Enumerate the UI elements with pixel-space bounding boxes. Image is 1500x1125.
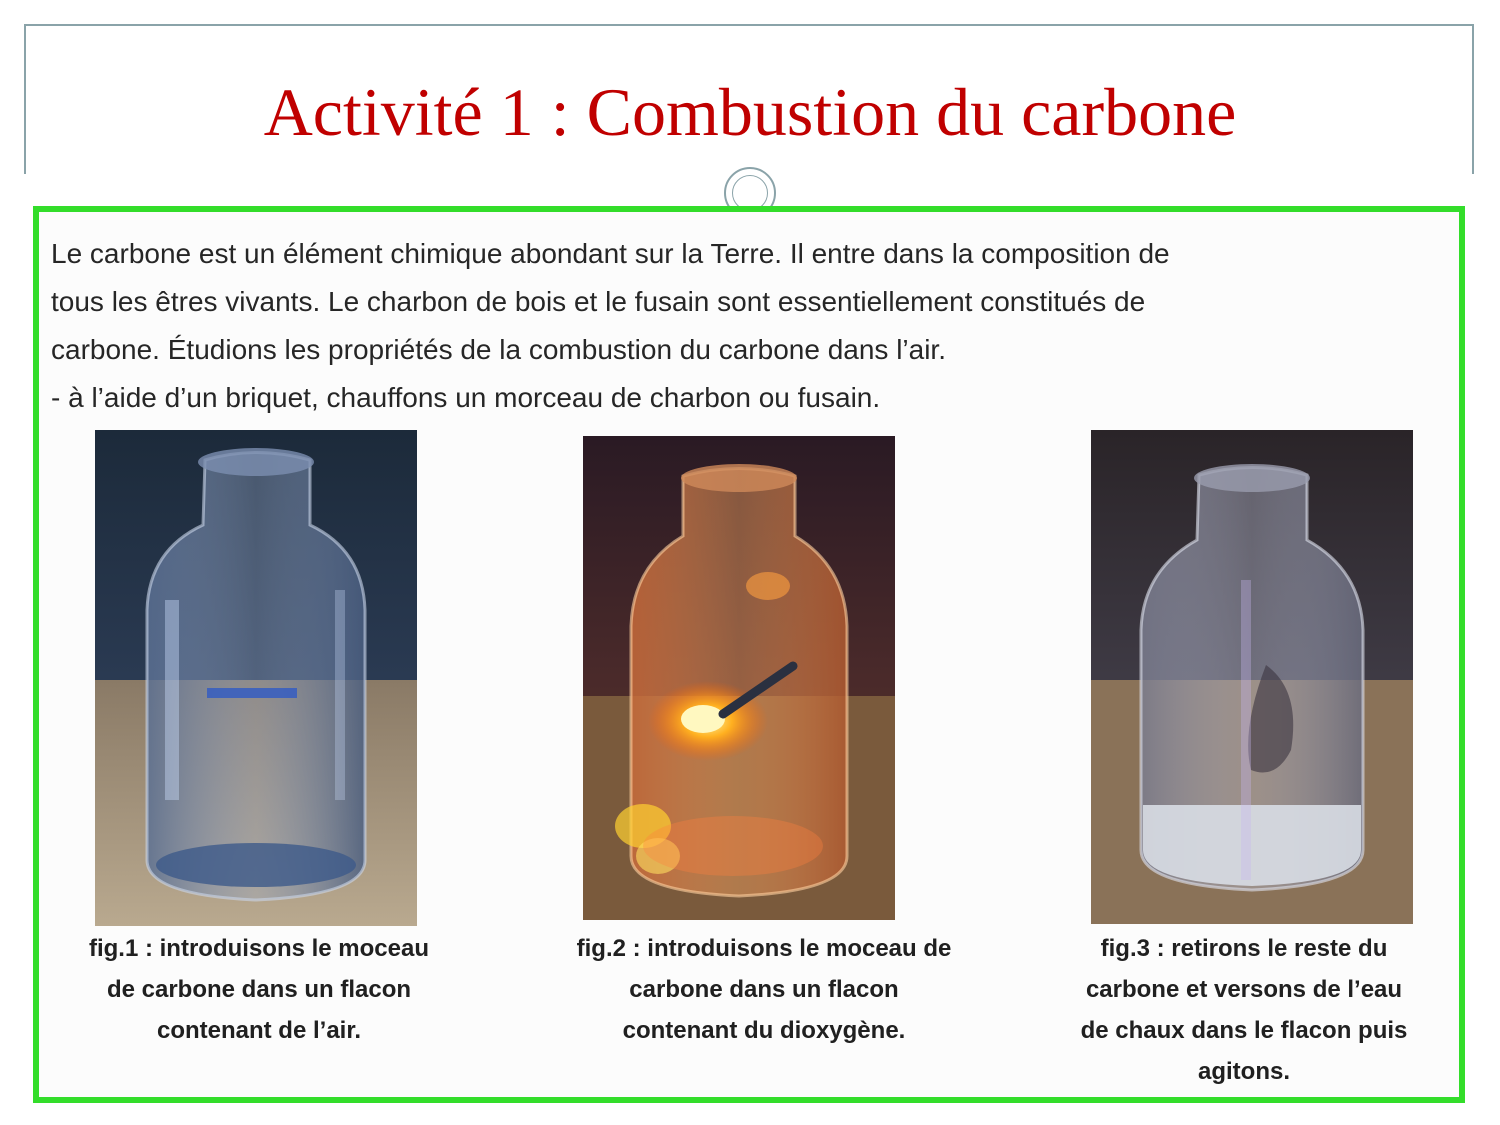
figure-1-caption bbox=[59, 928, 459, 1051]
caption-line: de chaux dans le flacon puis bbox=[1080, 1017, 1408, 1044]
intro-line: Le carbone est un élément chimique abondant sur la Terre. Il entre dans la composition de bbox=[51, 238, 1170, 269]
figure-3-caption bbox=[1039, 928, 1449, 1092]
caption-line: de carbone dans un flacon bbox=[106, 976, 412, 1003]
slide-title: Activité 1 : Combustion du carbone bbox=[263, 74, 1237, 150]
jar-air-photo bbox=[95, 430, 417, 926]
intro-line: carbone. Étudions les propriétés de la combustion du carbone dans l’air. bbox=[51, 334, 946, 365]
intro-line: tous les êtres vivants. Le charbon de bois et le fusain sont essentiellement constitués de bbox=[51, 286, 1146, 317]
caption-line: contenant du dioxygène. bbox=[622, 1017, 906, 1044]
caption-line: carbone et versons de l’eau bbox=[1085, 976, 1403, 1003]
caption-line: fig.1 : introduisons le moceau bbox=[88, 935, 430, 962]
activity-content-box bbox=[33, 206, 1465, 1103]
jar-oxygen-burning-photo bbox=[583, 436, 895, 920]
jar-limewater-photo bbox=[1091, 430, 1413, 924]
caption-line: fig.3 : retirons le reste du bbox=[1100, 935, 1388, 962]
intro-text bbox=[51, 230, 1451, 422]
intro-line: - à l’aide d’un briquet, chauffons un morceau de charbon ou fusain. bbox=[51, 382, 881, 413]
caption-line: carbone dans un flacon bbox=[629, 976, 899, 1003]
caption-line: agitons. bbox=[1197, 1058, 1290, 1085]
caption-line: contenant de l’air. bbox=[156, 1017, 362, 1044]
figure-2-caption bbox=[544, 928, 984, 1051]
caption-line: fig.2 : introduisons le moceau de bbox=[576, 935, 952, 962]
